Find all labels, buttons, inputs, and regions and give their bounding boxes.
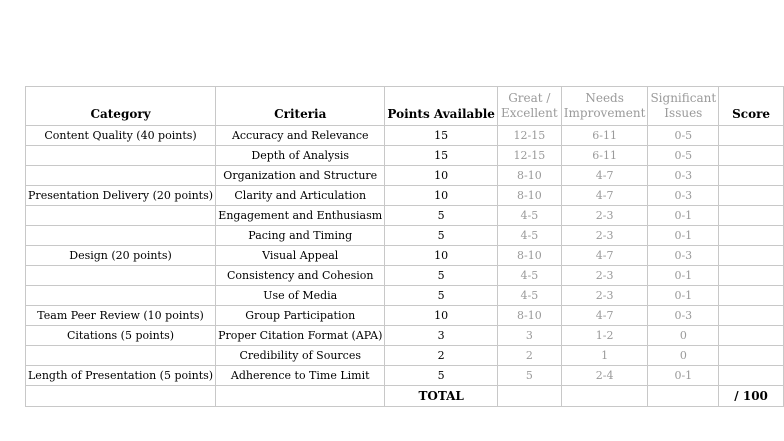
header-issues-text: Significant Issues (650, 91, 717, 120)
table-row (26, 146, 784, 166)
great-range-cell: 5 (497, 366, 561, 386)
needs-improvement-range-cell: 2-4 (561, 366, 648, 386)
criteria-cell: Engagement and Enthusiasm (216, 206, 385, 226)
criteria-cell: Consistency and Cohesion (216, 266, 385, 286)
significant-issues-range-cell: 0-1 (648, 366, 719, 386)
criteria-cell: Depth of Analysis (216, 146, 385, 166)
great-range-cell: 4-5 (497, 266, 561, 286)
criteria-cell: Pacing and Timing (216, 226, 385, 246)
table-row (26, 286, 784, 306)
significant-issues-range-cell: 0 (648, 326, 719, 346)
total-label: TOTAL (385, 386, 498, 407)
significant-issues-range-cell: 0-3 (648, 166, 719, 186)
criteria-cell: Visual Appeal (216, 246, 385, 266)
table-row (26, 346, 784, 366)
category-cell (26, 286, 216, 306)
significant-issues-range-cell: 0 (648, 346, 719, 366)
criteria-cell: Adherence to Time Limit (216, 366, 385, 386)
category-cell (26, 166, 216, 186)
great-range-cell: 4-5 (497, 286, 561, 306)
header-criteria: Criteria (216, 87, 385, 126)
points-available-cell: 15 (385, 126, 498, 146)
great-range-cell: 8-10 (497, 186, 561, 206)
category-cell: Team Peer Review (10 points) (26, 306, 216, 326)
total-row (26, 386, 784, 407)
header-row (26, 87, 784, 126)
total-empty-cell (26, 386, 216, 407)
points-available-cell: 5 (385, 226, 498, 246)
great-range-cell: 2 (497, 346, 561, 366)
header-needs-text: Needs Improvement (563, 91, 646, 120)
needs-improvement-range-cell: 1-2 (561, 326, 648, 346)
points-available-cell: 15 (385, 146, 498, 166)
significant-issues-range-cell: 0-1 (648, 286, 719, 306)
needs-improvement-range-cell: 2-3 (561, 286, 648, 306)
points-available-cell: 10 (385, 306, 498, 326)
score-cell[interactable] (719, 286, 784, 306)
total-empty-cell (648, 386, 719, 407)
score-cell[interactable] (719, 326, 784, 346)
needs-improvement-range-cell: 1 (561, 346, 648, 366)
criteria-cell: Organization and Structure (216, 166, 385, 186)
category-cell (26, 146, 216, 166)
table-row (26, 166, 784, 186)
points-available-cell: 10 (385, 166, 498, 186)
points-available-cell: 2 (385, 346, 498, 366)
points-available-cell: 5 (385, 206, 498, 226)
total-empty-cell (561, 386, 648, 407)
great-range-cell: 3 (497, 326, 561, 346)
header-score: Score (719, 87, 784, 126)
significant-issues-range-cell: 0-3 (648, 246, 719, 266)
score-cell[interactable] (719, 126, 784, 146)
significant-issues-range-cell: 0-5 (648, 146, 719, 166)
score-cell[interactable] (719, 226, 784, 246)
criteria-cell: Accuracy and Relevance (216, 126, 385, 146)
category-cell: Design (20 points) (26, 246, 216, 266)
total-score: / 100 (719, 386, 784, 407)
table-row (26, 306, 784, 326)
header-category: Category (26, 87, 216, 126)
great-range-cell: 8-10 (497, 166, 561, 186)
points-available-cell: 10 (385, 246, 498, 266)
great-range-cell: 4-5 (497, 206, 561, 226)
significant-issues-range-cell: 0-1 (648, 206, 719, 226)
category-cell (26, 206, 216, 226)
table-row (26, 246, 784, 266)
needs-improvement-range-cell: 2-3 (561, 266, 648, 286)
category-cell: Length of Presentation (5 points) (26, 366, 216, 386)
table-row (26, 186, 784, 206)
score-cell[interactable] (719, 346, 784, 366)
criteria-cell: Group Participation (216, 306, 385, 326)
points-available-cell: 5 (385, 286, 498, 306)
category-cell (26, 346, 216, 366)
criteria-cell: Clarity and Articulation (216, 186, 385, 206)
score-cell[interactable] (719, 246, 784, 266)
header-great-excellent (497, 87, 561, 126)
significant-issues-range-cell: 0-1 (648, 226, 719, 246)
points-available-cell: 5 (385, 366, 498, 386)
significant-issues-range-cell: 0-3 (648, 186, 719, 206)
score-cell[interactable] (719, 146, 784, 166)
criteria-cell: Use of Media (216, 286, 385, 306)
score-cell[interactable] (719, 366, 784, 386)
significant-issues-range-cell: 0-3 (648, 306, 719, 326)
rubric-body (26, 126, 784, 386)
category-cell: Presentation Delivery (20 points) (26, 186, 216, 206)
needs-improvement-range-cell: 4-7 (561, 186, 648, 206)
header-significant-issues (648, 87, 719, 126)
table-row (26, 226, 784, 246)
great-range-cell: 4-5 (497, 226, 561, 246)
great-range-cell: 12-15 (497, 126, 561, 146)
table-row (26, 266, 784, 286)
needs-improvement-range-cell: 2-3 (561, 206, 648, 226)
header-great-text: Great / Excellent (501, 91, 558, 120)
header-points-available: Points Available (385, 87, 498, 126)
needs-improvement-range-cell: 4-7 (561, 166, 648, 186)
great-range-cell: 12-15 (497, 146, 561, 166)
criteria-cell: Credibility of Sources (216, 346, 385, 366)
needs-improvement-range-cell: 6-11 (561, 126, 648, 146)
total-empty-cell (216, 386, 385, 407)
score-cell[interactable] (719, 206, 784, 226)
needs-improvement-range-cell: 6-11 (561, 146, 648, 166)
table-row (26, 326, 784, 346)
needs-improvement-range-cell: 2-3 (561, 226, 648, 246)
significant-issues-range-cell: 0-5 (648, 126, 719, 146)
great-range-cell: 8-10 (497, 306, 561, 326)
table-row (26, 126, 784, 146)
category-cell: Citations (5 points) (26, 326, 216, 346)
table-row (26, 366, 784, 386)
table-row (26, 206, 784, 226)
points-available-cell: 3 (385, 326, 498, 346)
score-cell[interactable] (719, 266, 784, 286)
points-available-cell: 10 (385, 186, 498, 206)
total-empty-cell (497, 386, 561, 407)
score-cell[interactable] (719, 306, 784, 326)
header-needs-improvement (561, 87, 648, 126)
rubric-table (25, 86, 784, 407)
needs-improvement-range-cell: 4-7 (561, 306, 648, 326)
category-cell: Content Quality (40 points) (26, 126, 216, 146)
needs-improvement-range-cell: 4-7 (561, 246, 648, 266)
category-cell (26, 266, 216, 286)
significant-issues-range-cell: 0-1 (648, 266, 719, 286)
criteria-cell: Proper Citation Format (APA) (216, 326, 385, 346)
points-available-cell: 5 (385, 266, 498, 286)
score-cell[interactable] (719, 186, 784, 206)
great-range-cell: 8-10 (497, 246, 561, 266)
score-cell[interactable] (719, 166, 784, 186)
category-cell (26, 226, 216, 246)
